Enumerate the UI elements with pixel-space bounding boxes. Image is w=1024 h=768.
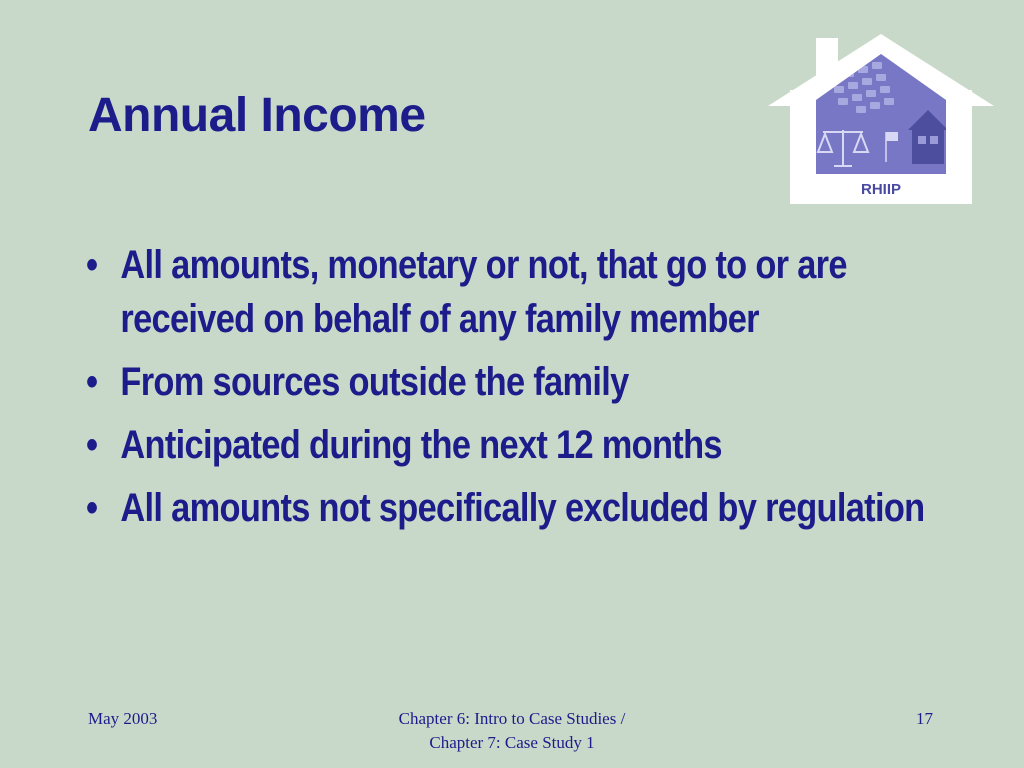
bullet-item (86, 481, 989, 535)
bullet-marker: • (86, 360, 98, 404)
footer-chapter-line2: Chapter 7: Case Study 1 (429, 733, 595, 752)
bullet-text: Anticipated during the next 12 months (120, 423, 722, 467)
footer-chapter-line1: Chapter 6: Intro to Case Studies / (398, 709, 626, 728)
bullet-item (86, 355, 989, 409)
bullet-marker: • (86, 423, 98, 467)
house-logo-icon (768, 34, 994, 206)
bullet-text: From sources outside the family (120, 360, 629, 404)
bullet-marker: • (86, 486, 98, 530)
bullet-text: All amounts not specifically excluded by regulation (120, 486, 925, 530)
bullet-marker: • (86, 243, 98, 287)
logo-text: RHIIP (860, 181, 902, 198)
bullet-text: All amounts, monetary or not, that go to or are received on behalf of any family member (120, 243, 847, 341)
footer-chapter (312, 707, 712, 755)
bullet-item (86, 238, 989, 346)
page-number: 17 (916, 709, 933, 728)
slide-title: Annual Income (88, 89, 426, 142)
rhiip-logo (768, 34, 994, 206)
bullet-item (86, 418, 989, 472)
bullet-list (86, 238, 966, 544)
footer-date: May 2003 (88, 709, 158, 728)
